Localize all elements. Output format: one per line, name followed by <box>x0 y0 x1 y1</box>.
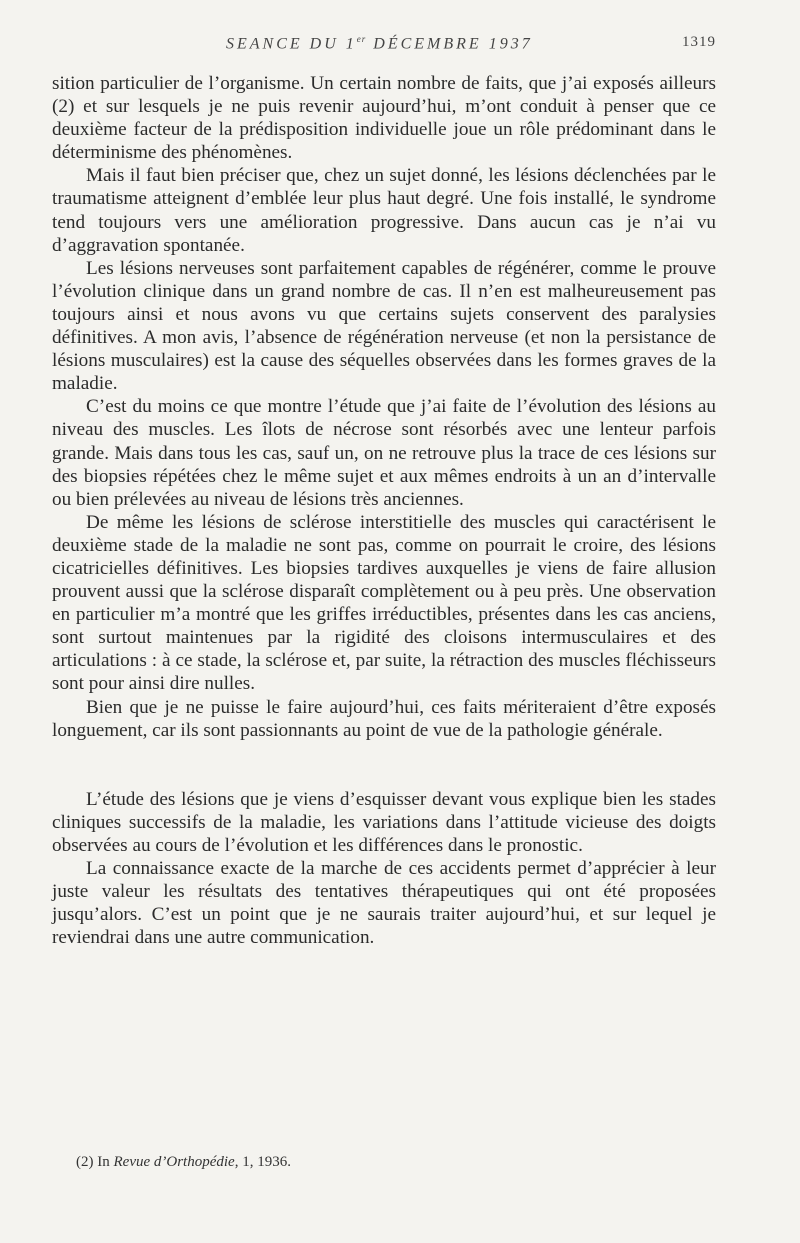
footnote-journal: Revue d’Orthopédie <box>113 1154 235 1170</box>
running-head <box>0 34 800 58</box>
paragraph: Les lésions nerveuses sont parfaitement capables de régénérer, comme le prouve l’évolution clinique dans un grand nombre de cas. Il n’en est malheureusement pas toujours ainsi et nous avons vu que certains sujets conservent des paralysies définitives. A mon avis, l’absence de régénération nerveuse (et non la persistance de lésions musculaires) est la cause des séquelles observées dans les formes graves de la maladie. <box>52 257 716 395</box>
running-title-date: DÉCEMBRE 1937 <box>366 35 533 53</box>
footnote-reference: , 1, 1936. <box>234 1154 291 1170</box>
body-text <box>52 72 716 949</box>
paragraph-continued: sition particulier de l’organisme. Un certain nombre de faits, que j’ai exposés ailleurs (2) et sur lesquels je ne puis revenir aujourd’hui, m’ont conduit à penser que ce deuxième facteur de la prédisposition individuelle joue un rôle prédominant dans le déterminisme des phénomènes. <box>52 73 716 164</box>
paragraph: L’étude des lésions que je viens d’esquisser devant vous explique bien les stades cliniques successifs de la maladie, les variations dans l’attitude vicieuse des doigts observées au cours de l’évolution et les différences dans le pronostic. <box>52 788 716 856</box>
paragraph: La connaissance exacte de la marche de ces accidents permet d’apprécier à leur juste valeur les résultats des tentatives thérapeutiques qui ont été proposées jusqu’alors. C’est un point que je ne saurais traiter aujourd’hui, et sur lequel je reviendrai dans une autre communication. <box>52 858 716 949</box>
paragraph: Mais il faut bien préciser que, chez un sujet donné, les lésions déclenchées par le traumatisme atteignent d’emblée leur plus haut degré. Une fois installé, le syndrome tend toujours vers une amélioration progressive. Dans aucun cas je n’ai vu d’aggravation spontanée. <box>52 165 716 256</box>
footnote-marker: (2) In <box>76 1154 114 1170</box>
running-title-main: SEANCE DU 1 <box>226 35 357 53</box>
running-title <box>226 34 533 53</box>
paragraph: De même les lésions de sclérose interstitielle des muscles qui caractérisent le deuxième stade de la maladie ne sont pas, comme on pourrait le croire, des lésions cicatricielles définitives. Les biopsies tardives auxquelles je viens de faire allusion prouvent aussi que la sclérose disparaît complètement ou à peu près. Une observation en particulier m’a montré que les griffes irréductibles, présentes dans les cas anciens, sont surtout maintenues par la rigidité des cloisons intermusculaires et des articulations : à ce stade, la sclérose et, par suite, la rétraction des muscles fléchisseurs sont pour ainsi dire nulles. <box>52 511 716 695</box>
paragraph: Bien que je ne puisse le faire aujourd’hui, ces faits mériteraient d’être exposés longuement, car ils sont passionnants au point de vue de la pathologie générale. <box>52 696 716 741</box>
footnote <box>76 1154 291 1171</box>
page-number: 1319 <box>682 34 716 50</box>
running-title-superscript: er <box>356 34 367 44</box>
paragraph: C’est du moins ce que montre l’étude que j’ai faite de l’évolution des lésions au niveau des muscles. Les îlots de nécrose sont résorbés avec une lenteur parfois grande. Mais dans tous les cas, sauf un, on ne retrouve plus la trace de ces lésions sur des biopsies répétées chez le même sujet et aux mêmes endroits à un an d’intervalle ou bien prélevées au niveau de lésions très anciennes. <box>52 396 716 510</box>
